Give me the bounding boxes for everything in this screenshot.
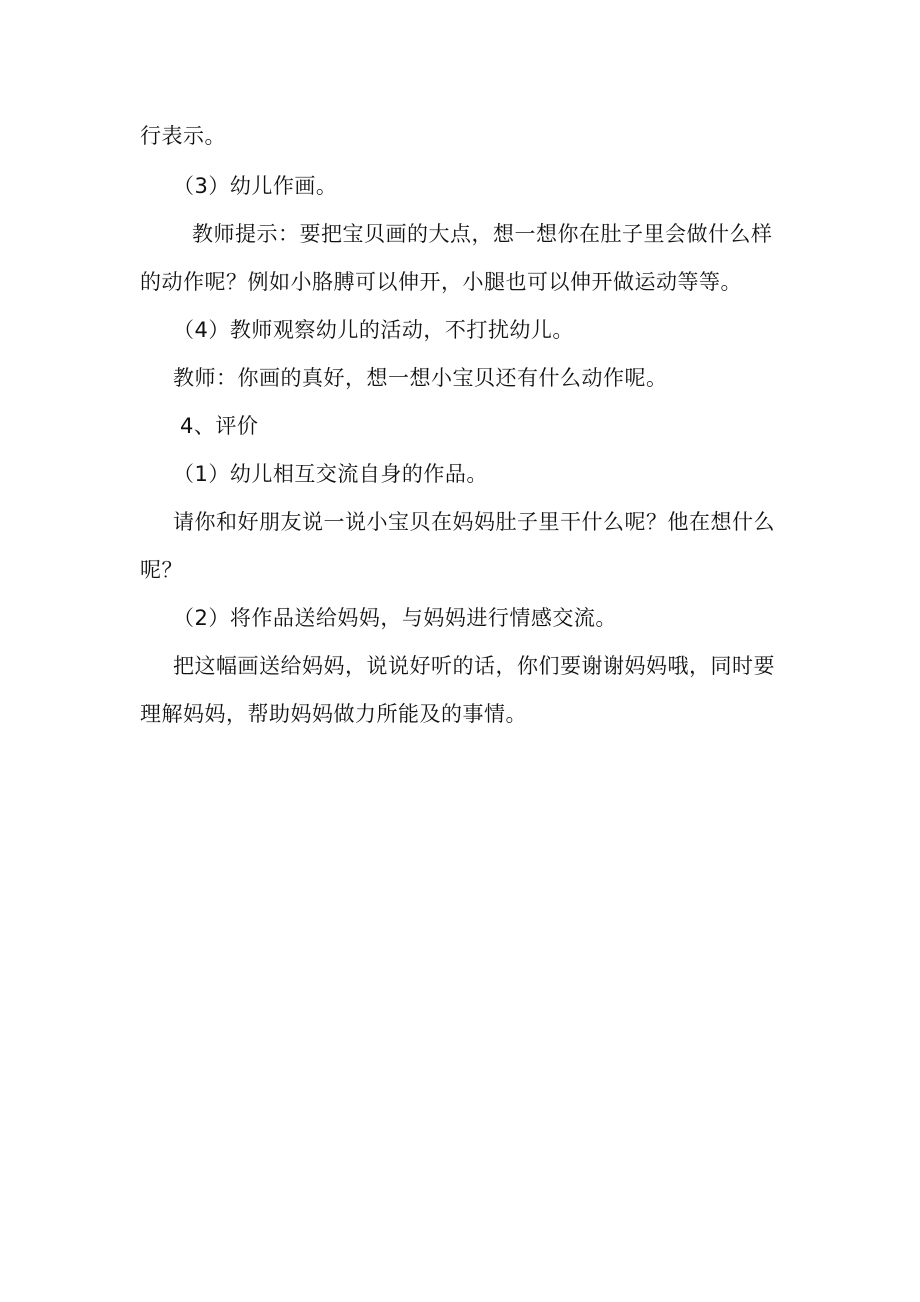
text-line: （1）幼儿相互交流自身的作品。 <box>173 462 488 486</box>
text-line: 理解妈妈，帮助妈妈做力所能及的事情。 <box>140 702 527 726</box>
text-line: 教师：你画的真好，想一想小宝贝还有什么动作呢。 <box>173 366 668 390</box>
text-line: 请你和好朋友说一说小宝贝在妈妈肚子里干什么呢？他在想什么 <box>173 510 775 534</box>
text-line: 教师提示：要把宝贝画的大点，想一想你在肚子里会做什么样 <box>192 222 773 246</box>
text-line: 的动作呢？例如小胳膊可以伸开，小腿也可以伸开做运动等等。 <box>140 270 742 294</box>
text-line: 行表示。 <box>140 124 226 148</box>
text-line: （2）将作品送给妈妈，与妈妈进行情感交流。 <box>173 606 617 630</box>
text-line: （4）教师观察幼儿的活动，不打扰幼儿。 <box>173 318 574 342</box>
text-line: 呢？ <box>140 558 183 582</box>
text-line: （3）幼儿作画。 <box>173 174 338 198</box>
section-heading: 4、评价 <box>180 414 259 438</box>
text-line: 把这幅画送给妈妈，说说好听的话，你们要谢谢妈妈哦，同时要 <box>173 654 775 678</box>
